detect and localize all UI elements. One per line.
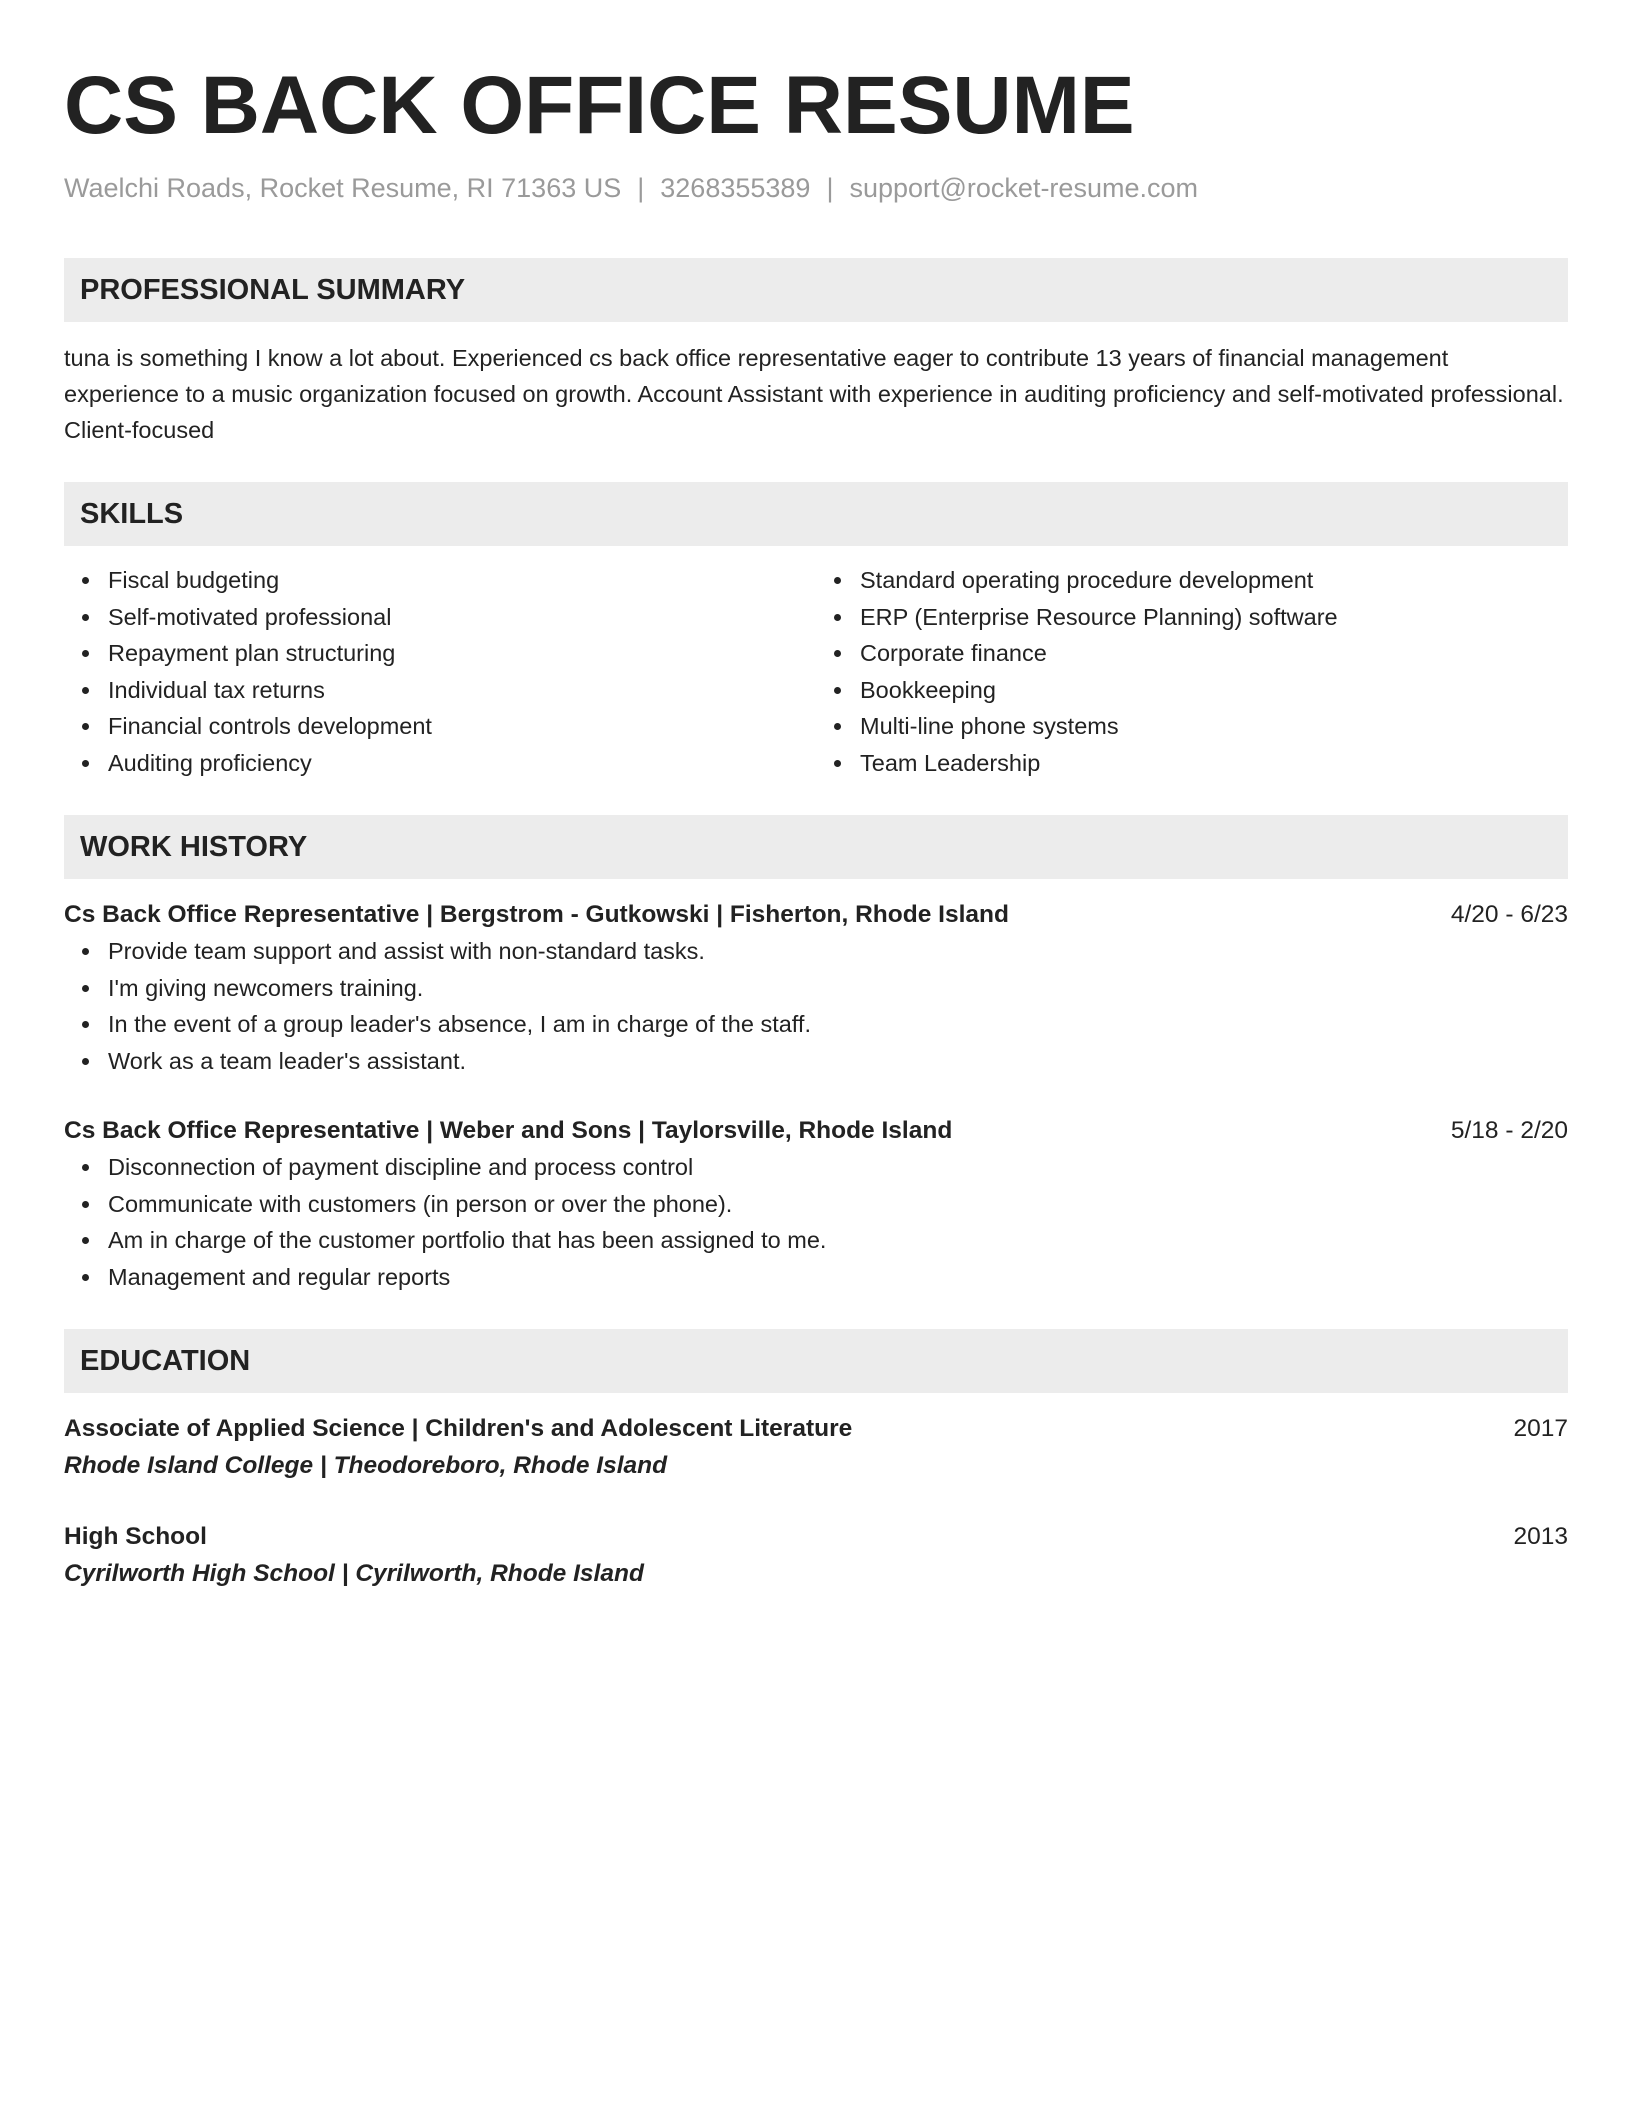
education-header xyxy=(64,1411,1568,1447)
skills-list-left xyxy=(64,562,816,781)
contact-separator: | xyxy=(826,173,834,203)
job-dates: 4/20 - 6/23 xyxy=(1450,901,1568,928)
section-title: EDUCATION xyxy=(80,1344,251,1377)
section-title: SKILLS xyxy=(80,497,184,530)
duty-item: Provide team support and assist with non-standard tasks. xyxy=(108,933,1568,970)
duty-item: Management and regular reports xyxy=(108,1259,1568,1296)
job-duties xyxy=(64,933,1568,1079)
job-entry xyxy=(64,897,1568,1079)
education-year: 2013 xyxy=(1513,1523,1568,1550)
section-title: PROFESSIONAL SUMMARY xyxy=(80,273,466,306)
skill-item: Corporate finance xyxy=(860,635,1568,672)
skill-item: Fiscal budgeting xyxy=(108,562,816,599)
education-year: 2017 xyxy=(1513,1415,1568,1442)
skill-item: Team Leadership xyxy=(860,745,1568,782)
education-header xyxy=(64,1519,1568,1555)
skills-columns xyxy=(64,562,1568,781)
summary-text: tuna is something I know a lot about. Experienced cs back office representative eager to contribute 13 years of financial management experience to a music organization focused on growth. Account Assistant with experience in auditing proficiency and self-motivated professional. Client-focused xyxy=(64,345,1564,443)
contact-address: Waelchi Roads, Rocket Resume, RI 71363 US xyxy=(64,173,622,203)
section-header-summary xyxy=(64,258,1568,322)
contact-line xyxy=(64,170,1568,206)
section-header-education xyxy=(64,1329,1568,1393)
skill-item: Self-motivated professional xyxy=(108,599,816,636)
job-header xyxy=(64,897,1568,933)
contact-separator: | xyxy=(637,173,645,203)
job-title: Cs Back Office Representative | Bergstrom - Gutkowski | Fisherton, Rhode Island xyxy=(64,901,1009,928)
duty-item: In the event of a group leader's absence, I am in charge of the staff. xyxy=(108,1006,1568,1043)
education-school: Cyrilworth High School | Cyrilworth, Rhode Island xyxy=(64,1560,644,1587)
skill-item: Bookkeeping xyxy=(860,672,1568,709)
resume-title: CS BACK OFFICE RESUME xyxy=(64,60,1135,151)
duty-item: I'm giving newcomers training. xyxy=(108,970,1568,1007)
skills-list-right xyxy=(816,562,1568,781)
contact-phone: 3268355389 xyxy=(660,173,811,203)
skill-item: ERP (Enterprise Resource Planning) software xyxy=(860,599,1568,636)
skill-item: Auditing proficiency xyxy=(108,745,816,782)
section-title: WORK HISTORY xyxy=(80,830,308,863)
education-school: Rhode Island College | Theodoreboro, Rhode Island xyxy=(64,1452,668,1479)
education-entry xyxy=(64,1411,1568,1485)
contact-email: support@rocket-resume.com xyxy=(849,173,1198,203)
duty-item: Am in charge of the customer portfolio that has been assigned to me. xyxy=(108,1222,1568,1259)
job-duties xyxy=(64,1149,1568,1295)
education-entry xyxy=(64,1519,1568,1593)
job-entry xyxy=(64,1113,1568,1295)
job-header xyxy=(64,1113,1568,1149)
skill-item: Multi-line phone systems xyxy=(860,708,1568,745)
skill-item: Individual tax returns xyxy=(108,672,816,709)
education-degree: Associate of Applied Science | Children's and Adolescent Literature xyxy=(64,1415,853,1442)
skill-item: Financial controls development xyxy=(108,708,816,745)
section-header-work-history xyxy=(64,815,1568,879)
skill-item: Repayment plan structuring xyxy=(108,635,816,672)
duty-item: Disconnection of payment discipline and process control xyxy=(108,1149,1568,1186)
duty-item: Communicate with customers (in person or over the phone). xyxy=(108,1186,1568,1223)
job-title: Cs Back Office Representative | Weber and Sons | Taylorsville, Rhode Island xyxy=(64,1117,953,1144)
duty-item: Work as a team leader's assistant. xyxy=(108,1043,1568,1080)
skill-item: Standard operating procedure development xyxy=(860,562,1568,599)
job-dates: 5/18 - 2/20 xyxy=(1450,1117,1568,1144)
education-degree: High School xyxy=(64,1523,207,1550)
section-header-skills xyxy=(64,482,1568,546)
